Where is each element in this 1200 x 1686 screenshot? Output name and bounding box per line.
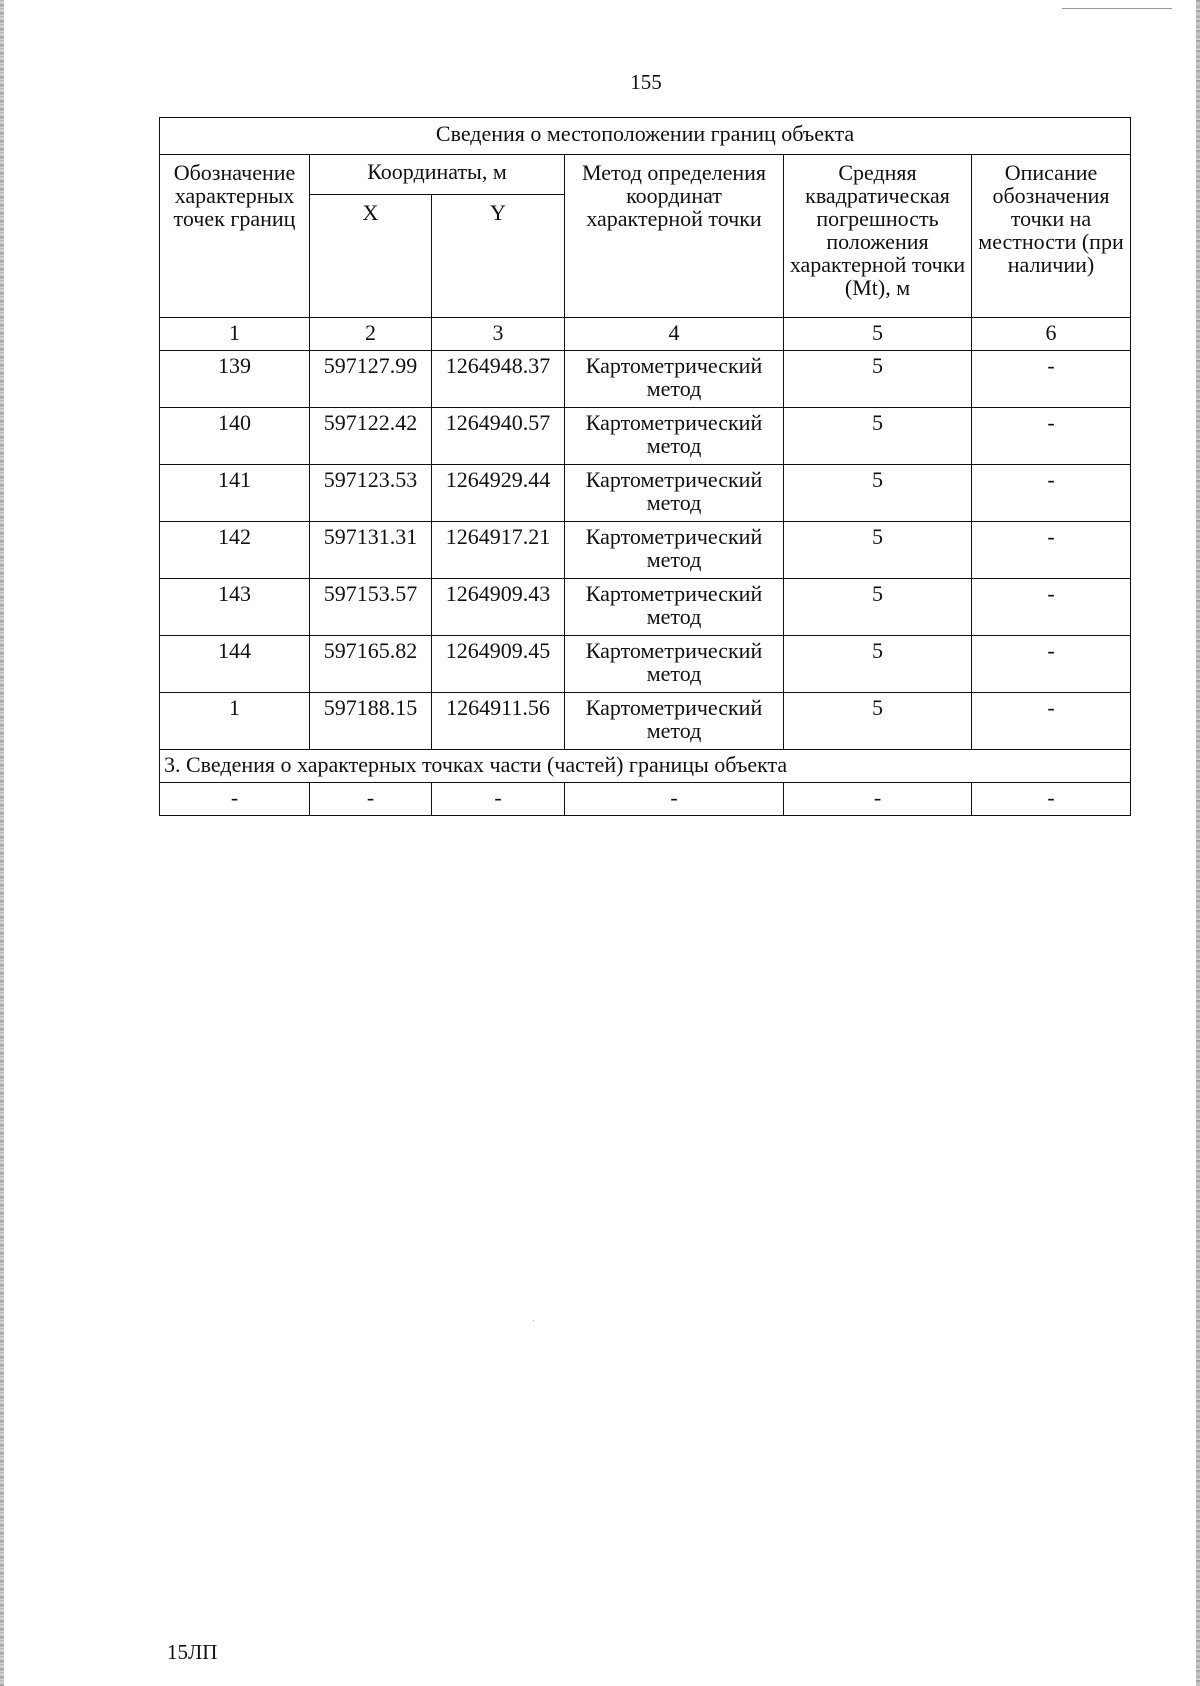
scan-edge-left <box>0 0 4 1686</box>
header-description: Описание обозначения точки на местности (при наличии) <box>972 155 1131 318</box>
table-row <box>160 465 1131 522</box>
section-3-title: 3. Сведения о характерных точках части (частей) границы объекта <box>160 750 1131 783</box>
table-row <box>160 693 1131 750</box>
header-mean-error: Средняя квадратическая погрешность положения характерной точки (Mt), м <box>784 155 972 318</box>
method-cell: Картометрический метод <box>565 522 784 579</box>
header-row-top <box>160 155 1131 195</box>
section-3-cell: - <box>160 783 310 816</box>
y-cell: 1264940.57 <box>432 408 565 465</box>
column-number: 6 <box>972 318 1131 351</box>
description-cell: - <box>972 579 1131 636</box>
error-cell: 5 <box>784 465 972 522</box>
method-cell: Картометрический метод <box>565 636 784 693</box>
header-y: Y <box>432 195 565 318</box>
footer-code: 15ЛП <box>167 1640 218 1664</box>
point-cell: 142 <box>160 522 310 579</box>
point-cell: 144 <box>160 636 310 693</box>
point-cell: 141 <box>160 465 310 522</box>
method-cell: Картометрический метод <box>565 465 784 522</box>
page-number: 155 <box>630 70 662 94</box>
y-cell: 1264929.44 <box>432 465 565 522</box>
section-3-title-row <box>160 750 1131 783</box>
x-cell: 597127.99 <box>310 351 432 408</box>
header-point-designation: Обозначение характерных точек границ <box>160 155 310 318</box>
table-caption: Сведения о местоположении границ объекта <box>160 118 1131 155</box>
x-cell: 597165.82 <box>310 636 432 693</box>
description-cell: - <box>972 465 1131 522</box>
point-cell: 143 <box>160 579 310 636</box>
point-cell: 139 <box>160 351 310 408</box>
column-number: 2 <box>310 318 432 351</box>
description-cell: - <box>972 522 1131 579</box>
column-number: 5 <box>784 318 972 351</box>
boundary-points-table <box>159 117 1131 816</box>
table-row <box>160 636 1131 693</box>
header-method: Метод определения координат характерной точки <box>565 155 784 318</box>
error-cell: 5 <box>784 579 972 636</box>
section-3-cell: - <box>972 783 1131 816</box>
y-cell: 1264948.37 <box>432 351 565 408</box>
scan-mark <box>1062 8 1172 9</box>
table-row <box>160 351 1131 408</box>
x-cell: 597123.53 <box>310 465 432 522</box>
column-number: 1 <box>160 318 310 351</box>
y-cell: 1264911.56 <box>432 693 565 750</box>
method-cell: Картометрический метод <box>565 408 784 465</box>
method-cell: Картометрический метод <box>565 579 784 636</box>
table-row <box>160 522 1131 579</box>
method-cell: Картометрический метод <box>565 693 784 750</box>
column-number: 4 <box>565 318 784 351</box>
scan-speck <box>533 1320 534 1321</box>
x-cell: 597188.15 <box>310 693 432 750</box>
error-cell: 5 <box>784 351 972 408</box>
description-cell: - <box>972 408 1131 465</box>
table-caption-row <box>160 118 1131 155</box>
description-cell: - <box>972 693 1131 750</box>
y-cell: 1264917.21 <box>432 522 565 579</box>
error-cell: 5 <box>784 636 972 693</box>
column-number: 3 <box>432 318 565 351</box>
error-cell: 5 <box>784 408 972 465</box>
table-row <box>160 579 1131 636</box>
scan-edge-right <box>1196 0 1200 1686</box>
header-coordinates: Координаты, м <box>310 155 565 195</box>
error-cell: 5 <box>784 522 972 579</box>
section-3-cell: - <box>432 783 565 816</box>
point-cell: 140 <box>160 408 310 465</box>
section-3-cell: - <box>310 783 432 816</box>
header-x: X <box>310 195 432 318</box>
x-cell: 597122.42 <box>310 408 432 465</box>
method-cell: Картометрический метод <box>565 351 784 408</box>
error-cell: 5 <box>784 693 972 750</box>
description-cell: - <box>972 636 1131 693</box>
section-3-cell: - <box>565 783 784 816</box>
table-row <box>160 408 1131 465</box>
section-3-cell: - <box>784 783 972 816</box>
description-cell: - <box>972 351 1131 408</box>
y-cell: 1264909.45 <box>432 636 565 693</box>
x-cell: 597153.57 <box>310 579 432 636</box>
section-3-row <box>160 783 1131 816</box>
column-number-row <box>160 318 1131 351</box>
point-cell: 1 <box>160 693 310 750</box>
x-cell: 597131.31 <box>310 522 432 579</box>
y-cell: 1264909.43 <box>432 579 565 636</box>
